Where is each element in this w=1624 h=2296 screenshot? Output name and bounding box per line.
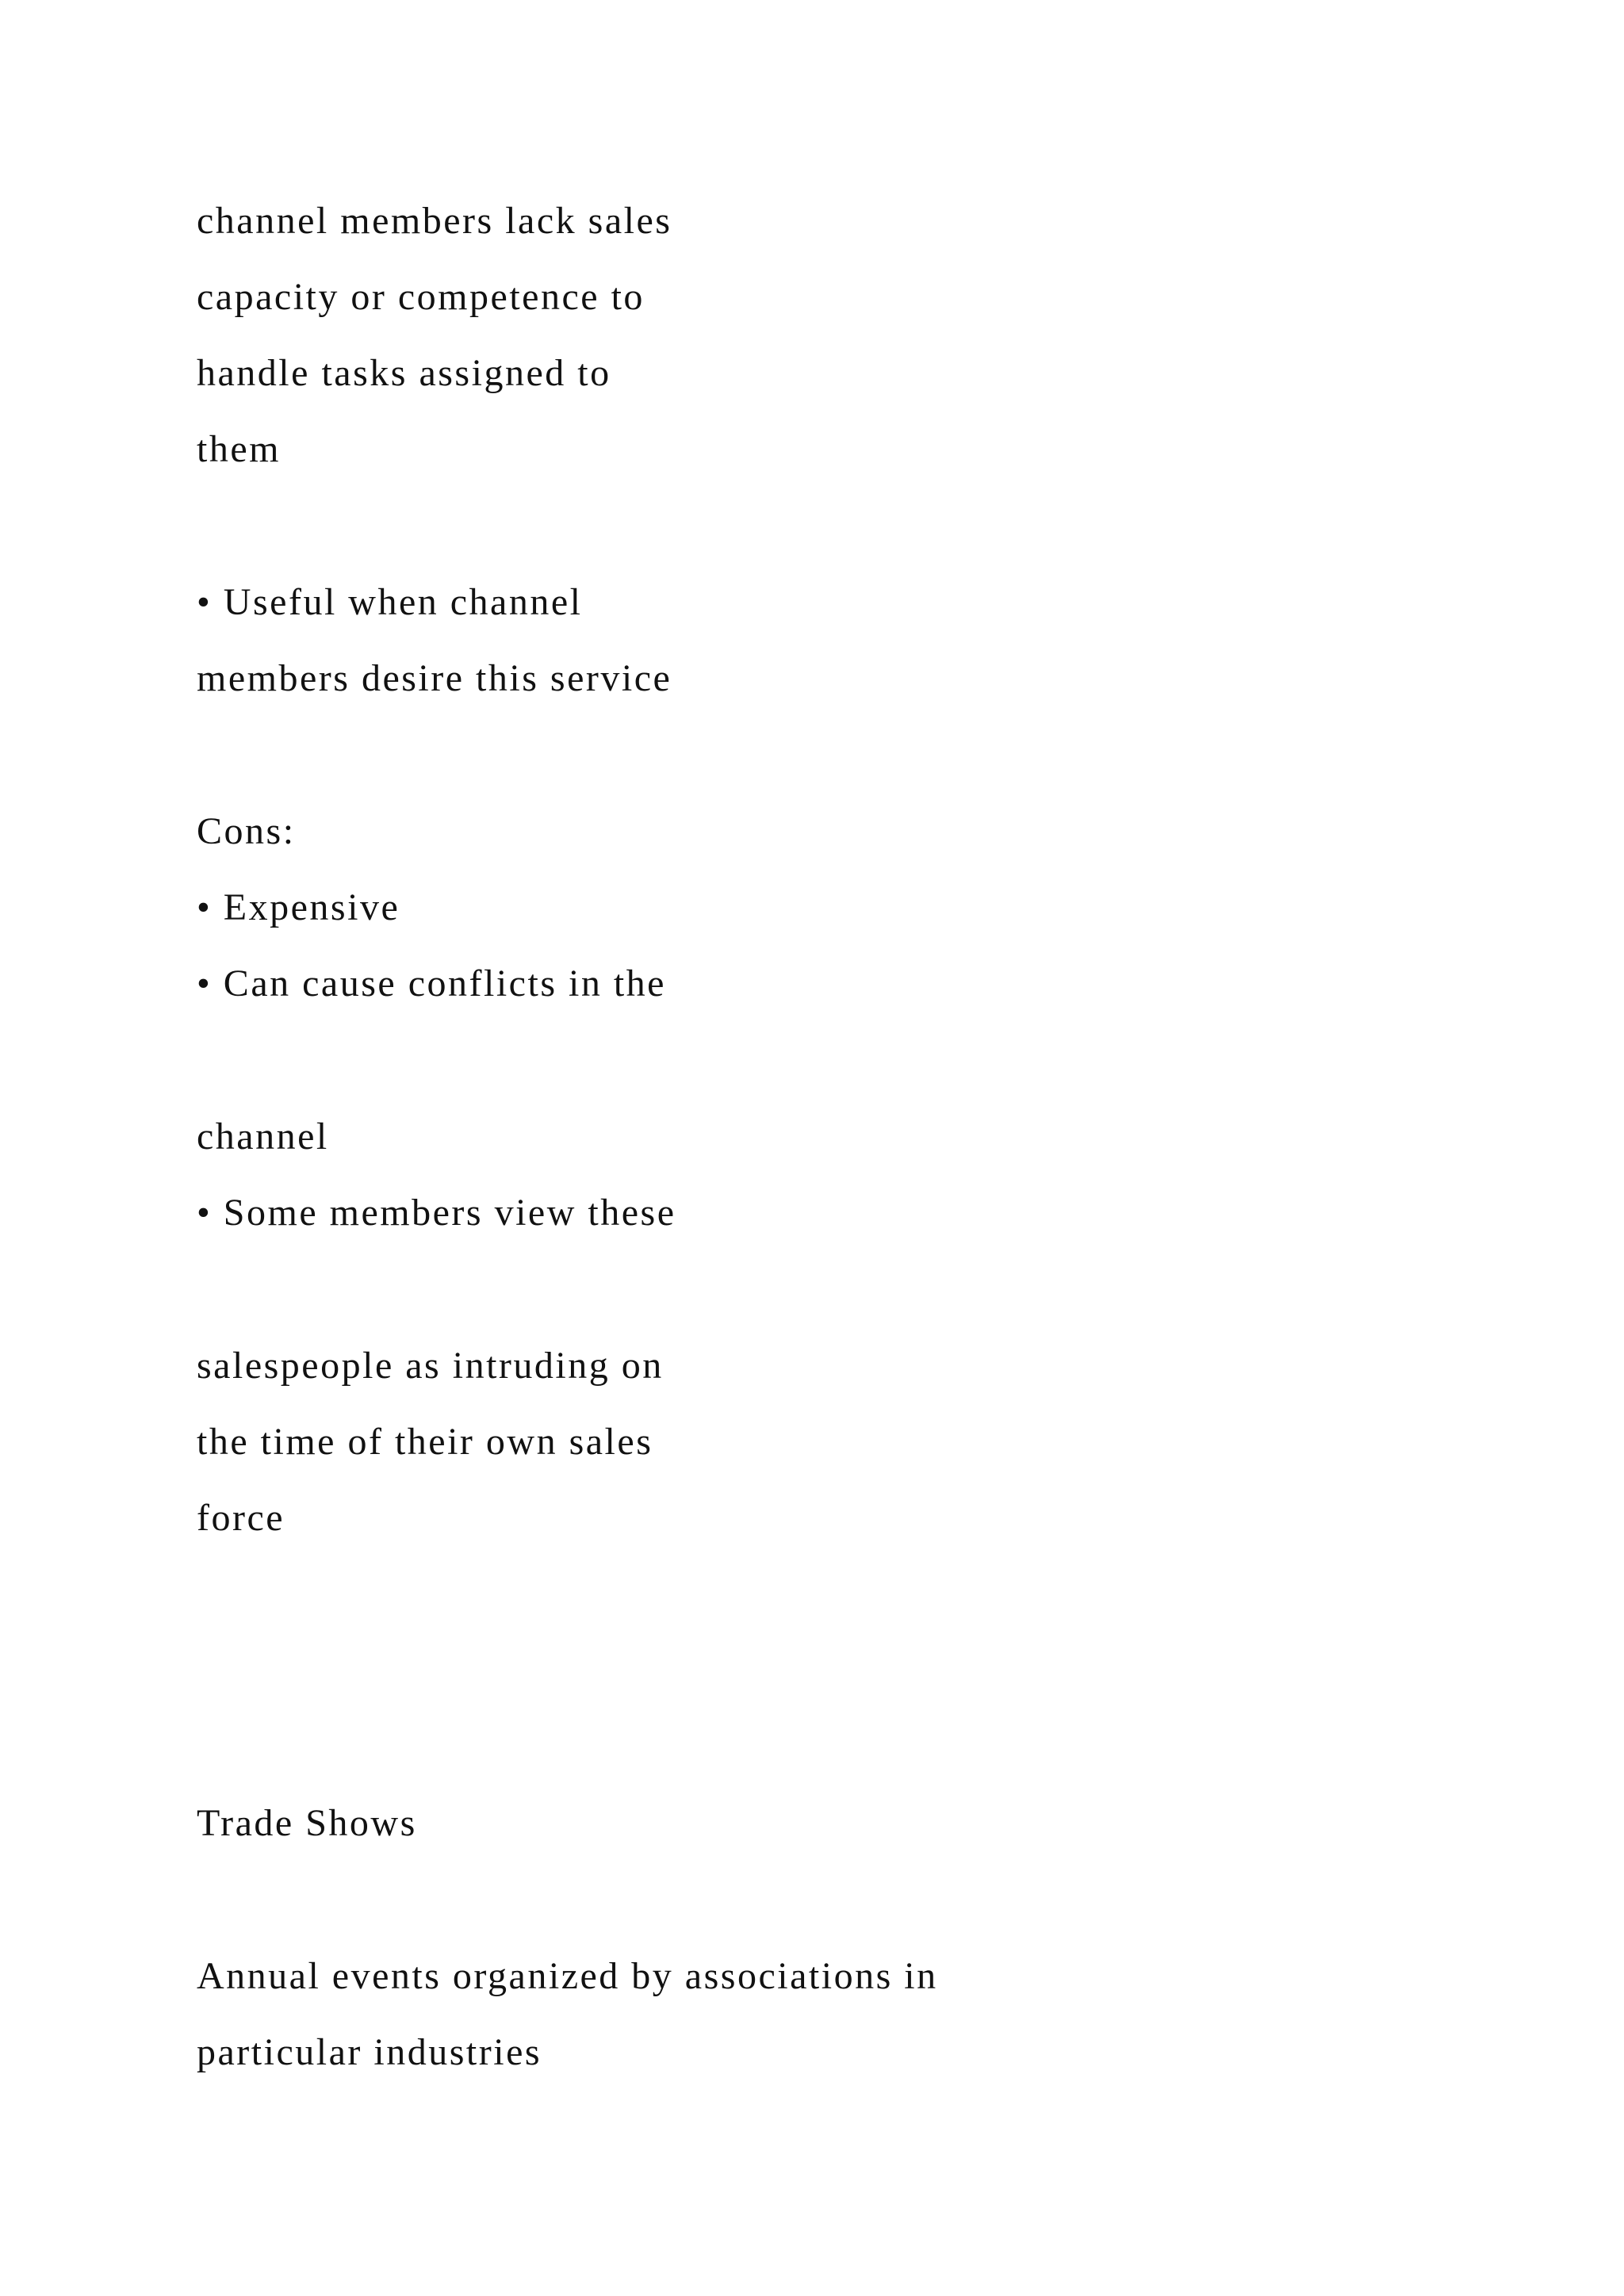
- cons-heading: Cons:: [197, 810, 296, 852]
- text-line: capacity or competence to: [197, 276, 645, 318]
- text-line: force: [197, 1497, 285, 1539]
- text-line: salespeople as intruding on: [197, 1345, 664, 1387]
- bullet-item: • Useful when channel: [197, 581, 583, 623]
- text-line: members desire this service: [197, 657, 672, 699]
- text-line: channel: [197, 1115, 329, 1158]
- bullet-item: • Some members view these: [197, 1192, 676, 1234]
- text-line: them: [197, 428, 281, 470]
- bullet-item: • Expensive: [197, 886, 400, 928]
- section-heading: Trade Shows: [197, 1802, 417, 1844]
- text-line: particular industries: [197, 2031, 542, 2073]
- text-line: Annual events organized by associations in: [197, 1955, 938, 1997]
- text-line: handle tasks assigned to: [197, 352, 611, 394]
- text-line: channel members lack sales: [197, 200, 672, 242]
- text-line: the time of their own sales: [197, 1421, 653, 1463]
- bullet-item: • Can cause conflicts in the: [197, 962, 666, 1004]
